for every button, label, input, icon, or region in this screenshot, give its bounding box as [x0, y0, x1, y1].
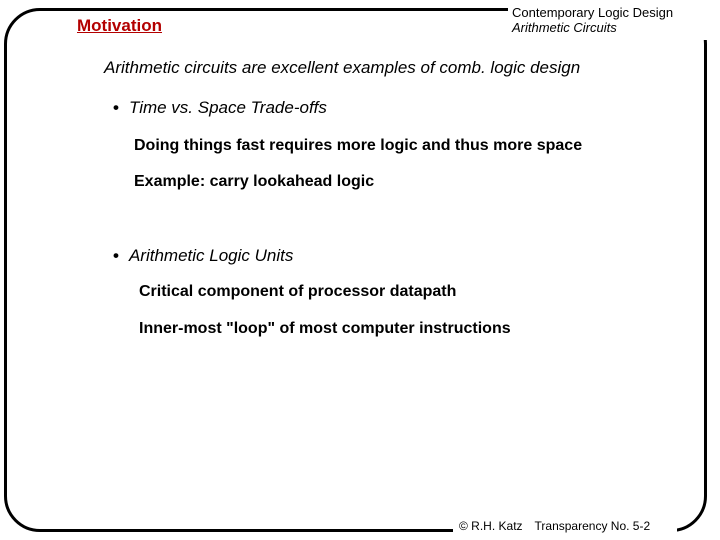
bullet-alu [113, 246, 293, 266]
sub-item: Inner-most "loop" of most computer instructions [139, 320, 511, 337]
sub-item: Doing things fast requires more logic and thus more space [134, 137, 583, 154]
bullet-dot: • [113, 98, 119, 117]
copyright-text: © R.H. Katz [459, 519, 523, 533]
sub-item: Example: carry lookahead logic [134, 173, 375, 190]
course-title: Contemporary Logic Design [512, 5, 674, 20]
slide-frame [4, 8, 707, 532]
bullet-time-space [113, 98, 327, 118]
transparency-number: Transparency No. 5-2 [534, 519, 651, 533]
topic-title: Arithmetic Circuits [512, 20, 617, 35]
header-course-info [508, 2, 720, 40]
bullet-label: Arithmetic Logic Units [128, 246, 294, 265]
sub-item: Critical component of processor datapath [139, 283, 457, 300]
bullet-label: Time vs. Space Trade-offs [128, 98, 327, 117]
intro-text: Arithmetic circuits are excellent examples of comb. logic design [104, 58, 581, 77]
footer [453, 514, 677, 538]
section-title: Motivation [77, 16, 162, 35]
bullet-dot: • [113, 246, 119, 265]
